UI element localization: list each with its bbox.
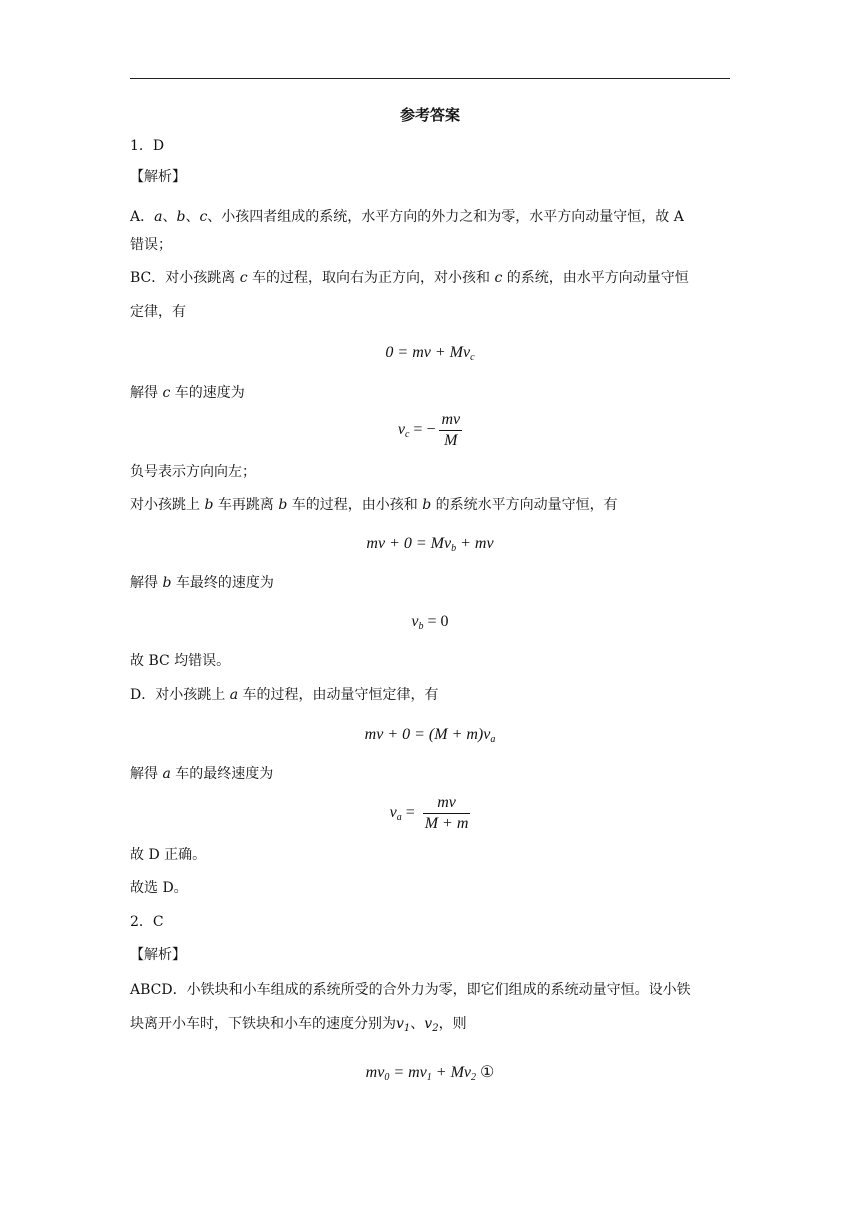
equation-3: mv + $0 = Mv_b$ + mv bbox=[366, 535, 494, 554]
equation-2: $v_c$ = − $\frac{mv}{M}$ bbox=[397, 411, 461, 449]
q2-answer: 2．C bbox=[130, 914, 164, 930]
b-car-line: 对小孩跳上 b 车再跳离 b 车的过程，由小孩和 b 的系统水平方向动量守恒，有 bbox=[130, 497, 618, 513]
choose-d-line: 故选 D。 bbox=[130, 880, 188, 896]
q1-answer: 1．D bbox=[130, 138, 165, 154]
option-a-line-1: A．a、b、c、小孩四者组成的系统，水平方向的外力之和为零，水平方向动量守恒，故 A bbox=[130, 209, 684, 225]
header-rule bbox=[130, 78, 730, 79]
abcd-line-2: 块离开小车时，下铁块和小车的速度分别为$v_1$、$v_2$，则 bbox=[130, 1016, 467, 1034]
equation-4: $v_b = 0$ bbox=[411, 613, 449, 632]
analysis-heading-2: 【解析】 bbox=[130, 947, 186, 963]
option-a-line-2: 错误； bbox=[130, 237, 172, 253]
bc-wrong-line: 故 BC 均错误。 bbox=[130, 653, 231, 669]
equation-5: mv + $0 = (M + m)v_a$ bbox=[364, 726, 496, 745]
circled-number-1: ① bbox=[480, 1064, 495, 1081]
solve-a-line: 解得 a 车的最终速度为 bbox=[130, 766, 274, 782]
solve-c-line: 解得 c 车的速度为 bbox=[130, 385, 245, 401]
equation-7: $mv_0 = mv_1 + Mv_2$ ① bbox=[365, 1064, 495, 1083]
option-bc-line-2: 定律，有 bbox=[130, 304, 186, 320]
analysis-heading-1: 【解析】 bbox=[130, 169, 186, 185]
d-correct-line: 故 D 正确。 bbox=[130, 847, 207, 863]
page-title: 参考答案 bbox=[399, 106, 460, 124]
equation-6: $v_a$ = $\frac{mv}{M + m}$ bbox=[389, 794, 469, 832]
negative-sign-note: 负号表示方向向左； bbox=[130, 464, 256, 480]
option-bc-line-1: BC．对小孩跳离 c 车的过程，取向右为正方向，对小孩和 c 的系统，由水平方向动量守恒 bbox=[130, 270, 689, 286]
option-d-line: D．对小孩跳上 a 车的过程，由动量守恒定律，有 bbox=[130, 687, 439, 703]
abcd-line-1: ABCD．小铁块和小车组成的系统所受的合外力为零，即它们组成的系统动量守恒。设小铁 bbox=[130, 982, 691, 998]
equation-1: 0 = mv + $Mv_c$ bbox=[385, 344, 475, 363]
solve-b-line: 解得 b 车最终的速度为 bbox=[130, 575, 274, 591]
